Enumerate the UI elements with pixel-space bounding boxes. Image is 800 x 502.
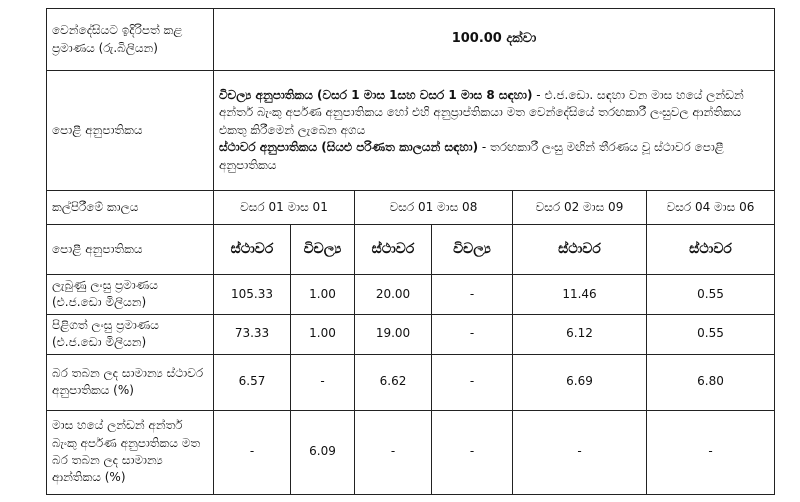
value-cell: - xyxy=(432,314,513,354)
bids-received-row xyxy=(47,275,775,315)
value-cell: 6.69 xyxy=(513,354,647,410)
value-cell: 73.33 xyxy=(214,314,291,354)
value-cell: 1.00 xyxy=(291,275,355,315)
value-cell: 0.55 xyxy=(647,275,775,315)
variable-rate-description: - එ.ජ.ඩො. සඳහා වන මාස හයේ ලන්ඩන් අන්තර් බැංකු අර්පණ අනුපාතිකය හෝ එහි අනුප්‍රාප්තිකයා මත වෙන්දේසියේ තරඟකාරී ලංසුවල ආන්තිකය එකතු කිරීමෙන් ලැබෙන අගය xyxy=(219,88,744,137)
wavg-fixed-label: බර තබන ලද සාමාන්‍ය ස්ථාවර අනුපාතිකය (%) xyxy=(47,354,214,410)
bids-accepted-row xyxy=(47,314,775,354)
rate-type-row xyxy=(47,225,775,275)
offer-row xyxy=(47,9,775,71)
maturity-period: වසර 02 මාස 09 xyxy=(513,191,647,225)
rate-type-cell: ස්ථාවර xyxy=(647,225,775,275)
offer-label: වෙන්දේසියට ඉදිරිපත් කළ ප්‍රමාණය (රු.බිලියන) xyxy=(47,9,214,71)
offer-value: 100.00 දක්වා xyxy=(214,9,775,71)
value-cell: - xyxy=(513,410,647,494)
maturity-period: වසර 01 මාස 01 xyxy=(214,191,355,225)
value-cell: 1.00 xyxy=(291,314,355,354)
value-cell: 6.80 xyxy=(647,354,775,410)
value-cell: - xyxy=(432,410,513,494)
maturity-label: කල්පිරීමේ කාලය xyxy=(47,191,214,225)
value-cell: 11.46 xyxy=(513,275,647,315)
value-cell: - xyxy=(432,354,513,410)
value-cell: - xyxy=(291,354,355,410)
value-cell: 6.09 xyxy=(291,410,355,494)
value-cell: 20.00 xyxy=(355,275,432,315)
maturity-period: වසර 01 මාස 08 xyxy=(355,191,513,225)
maturity-row xyxy=(47,191,775,225)
value-cell: 0.55 xyxy=(647,314,775,354)
value-cell: 6.62 xyxy=(355,354,432,410)
coupon-row xyxy=(47,71,775,191)
variable-rate-title: විචල්‍ය අනුපාතිකය (වසර 1 මාස 1සහ වසර 1 මාස 8 සඳහා) xyxy=(219,88,533,103)
bids-received-label: ලැබුණු ලංසු ප්‍රමාණය (එ.ජ.ඩො මිලියන) xyxy=(47,275,214,315)
auction-results-table xyxy=(46,8,775,495)
value-cell: - xyxy=(647,410,775,494)
coupon-description xyxy=(214,71,775,191)
value-cell: 6.57 xyxy=(214,354,291,410)
bids-accepted-label: පිළිගත් ලංසු ප්‍රමාණය (එ.ජ.ඩො මිලියන) xyxy=(47,314,214,354)
rate-type-cell: ස්ථාවර xyxy=(355,225,432,275)
value-cell: - xyxy=(432,275,513,315)
fixed-rate-description: - තරඟකාරී ලංසු මඟින් තීරණය වූ ස්ථාවර පොළී අනුපාතිකය xyxy=(219,140,724,172)
wavg-margin-row xyxy=(47,410,775,494)
maturity-period: වසර 04 මාස 06 xyxy=(647,191,775,225)
coupon-label: පොළී අනුපාතිකය xyxy=(47,71,214,191)
rate-type-label: පොළී අනුපාතිකය xyxy=(47,225,214,275)
value-cell: 105.33 xyxy=(214,275,291,315)
value-cell: - xyxy=(355,410,432,494)
rate-type-cell: විචල්‍ය xyxy=(432,225,513,275)
value-cell: 6.12 xyxy=(513,314,647,354)
rate-type-cell: විචල්‍ය xyxy=(291,225,355,275)
rate-type-cell: ස්ථාවර xyxy=(513,225,647,275)
fixed-rate-title: ස්ථාවර අනුපාතිකය (සියළු පරිණත කාලයන් සඳහා) xyxy=(219,140,479,155)
value-cell: - xyxy=(214,410,291,494)
wavg-fixed-row xyxy=(47,354,775,410)
rate-type-cell: ස්ථාවර xyxy=(214,225,291,275)
value-cell: 19.00 xyxy=(355,314,432,354)
wavg-margin-label: මාස හයේ ලන්ඩන් අන්තර් බැංකු අර්පණ අනුපාතිකය මත බර තබන ලද සාමාන්‍ය ආන්තිකය (%) xyxy=(47,410,214,494)
